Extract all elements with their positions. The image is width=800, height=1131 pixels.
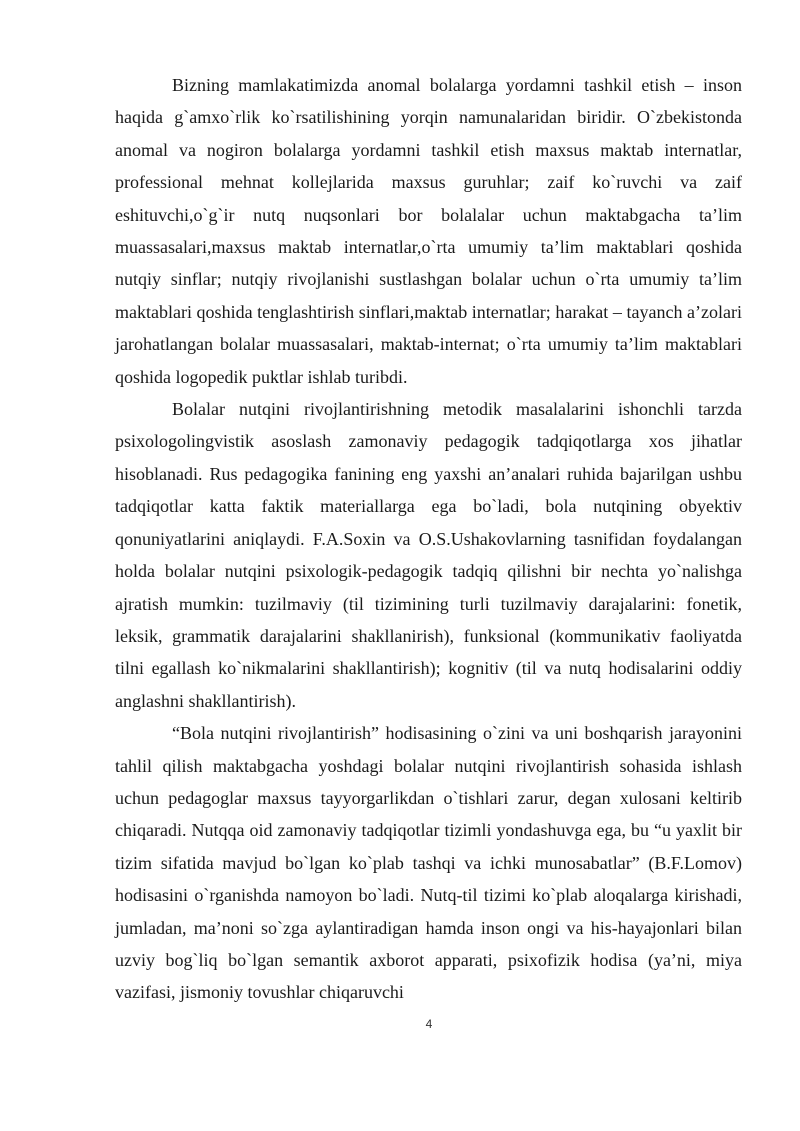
paragraph-2: Bolalar nutqini rivojlantirishning metodik masalalarini ishonchli tarzda psixologolingvistik asoslash zamonaviy pedagogik tadqiqotlarga xos jihatlar hisoblanadi. Rus pedagogika fanining eng yaxshi an’analari ruhida bajarilgan ushbu tadqiqotlar katta faktik materiallarga ega bo`ladi, bola nutqining obyektiv qonuniyatlarini aniqlaydi. F.A.Soxin va O.S.Ushakovlarning tasnifidan foydalangan holda bolalar nutqini psixologik-pedagogik tadqiq qilishni bir nechta yo`nalishga ajratish mumkin: tuzilmaviy (til tizimining turli tuzilmaviy darajalarini: fonetik, leksik, grammatik darajalarini shakllanirish), funksional (kommunikativ faoliyatda tilni egallash ko`nikmalarini shakllantirish); kognitiv (til va nutq hodisalarini oddiy anglashni shakllantirish). — [115, 399, 742, 711]
paragraph-1: Bizning mamlakatimizda anomal bolalarga yordamni tashkil etish – inson haqida g`amxo`rlik ko`rsatilishining yorqin namunalaridan biridir. O`zbekistonda anomal va nogiron bolalarga yordamni tashkil etish maxsus maktab internatlar, professional mehnat kollejlarida maxsus guruhlar; zaif ko`ruvchi va zaif eshituvchi,o`g`ir nutq nuqsonlari bor bolalalar uchun maktabgacha ta’lim muassasalari,maxsus maktab internatlar,o`rta umumiy ta’lim maktablari qoshida nutqiy sinflar; nutqiy rivojlanishi sustlashgan bolalar uchun o`rta umumiy ta’lim maktablari qoshida tenglashtirish sinflari,maktab internatlar; harakat – tayanch a’zolari jarohatlangan bolalar muassasalari, maktab-internat; o`rta umumiy ta’lim maktablari qoshida logopedik puktlar ishlab turibdi. — [115, 75, 742, 387]
paragraph-3: “Bola nutqini rivojlantirish” hodisasining o`zini va uni boshqarish jarayonini tahlil qilish maktabgacha yoshdagi bolalar nutqini rivojlantirish sohasida ishlash uchun pedagoglar maxsus tayyorgarlikdan o`tishlari zarur, degan xulosani keltirib chiqaradi. Nutqqa oid zamonaviy tadqiqotlar tizimli yondashuvga ega, bu “u yaxlit bir tizim sifatida mavjud bo`lgan ko`plab tashqi va ichki munosabatlar” (B.F.Lomov) hodisasini o`rganishda namoyon bo`ladi. Nutq-til tizimi ko`plab aloqalarga kirishadi, jumladan, ma’noni so`zga aylantiradigan hamda inson ongi va his-hayajonlari bilan uzviy bog`liq bo`lgan semantik axborot apparati, psixofizik hodisa (ya’ni, miya vazifasi, jismoniy tovushlar chiqaruvchi — [115, 723, 742, 1003]
page-number: 4 — [425, 1017, 433, 1031]
page-body — [115, 69, 742, 1009]
